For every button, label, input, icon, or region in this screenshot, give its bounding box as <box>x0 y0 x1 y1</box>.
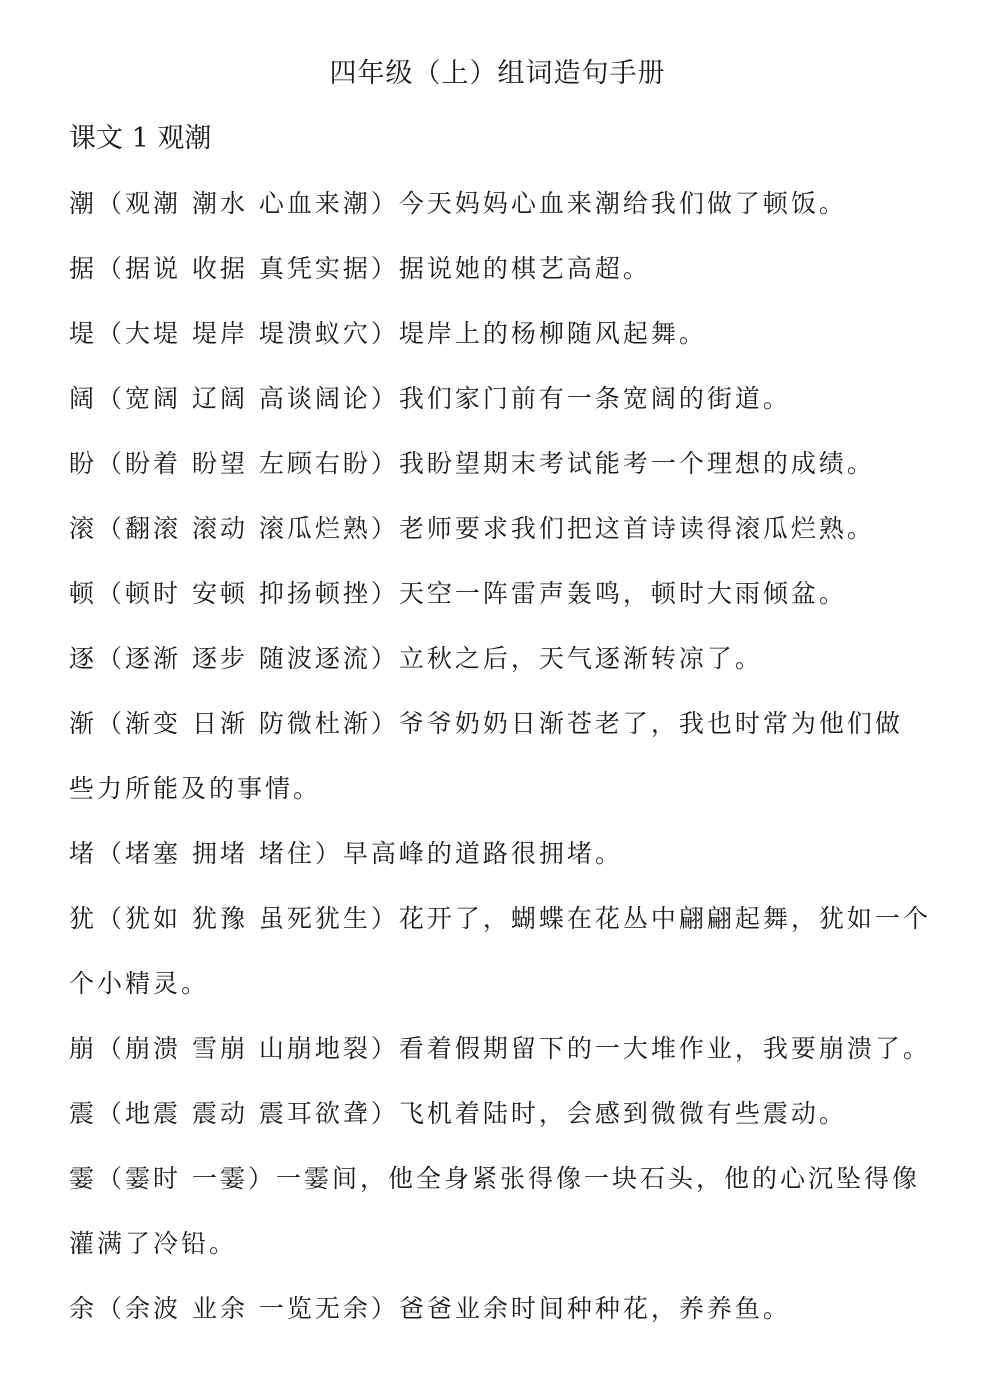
entry-line-continued: 灌满了冷铅。 <box>69 1229 238 1258</box>
entry-line: 余（余波 业余 一览无余）爸爸业余时间种种花，养养鱼。 <box>69 1294 791 1323</box>
entry-line: 堤（大堤 堤岸 堤溃蚁穴）堤岸上的杨柳随风起舞。 <box>69 319 707 348</box>
entry-line: 犹（犹如 犹豫 虽死犹生）花开了，蝴蝶在花丛中翩翩起舞，犹如一个 <box>69 904 931 933</box>
entry-line: 潮（观潮 潮水 心血来潮）今天妈妈心血来潮给我们做了顿饭。 <box>69 189 847 218</box>
entry-line: 滚（翻滚 滚动 滚瓜烂熟）老师要求我们把这首诗读得滚瓜烂熟。 <box>69 514 875 543</box>
entry-line-continued: 些力所能及的事情。 <box>69 774 322 803</box>
document-title: 四年级（上）组词造句手册 <box>329 58 666 89</box>
entry-line: 盼（盼着 盼望 左顾右盼）我盼望期末考试能考一个理想的成绩。 <box>69 449 875 478</box>
entry-line: 逐（逐渐 逐步 随波逐流）立秋之后，天气逐渐转凉了。 <box>69 644 763 673</box>
entry-line: 震（地震 震动 震耳欲聋）飞机着陆时，会感到微微有些震动。 <box>69 1099 847 1128</box>
lesson-heading: 课文 1 观潮 <box>69 123 212 154</box>
entry-line: 崩（崩溃 雪崩 山崩地裂）看着假期留下的一大堆作业，我要崩溃了。 <box>69 1034 931 1063</box>
entry-line: 渐（渐变 日渐 防微杜渐）爷爷奶奶日渐苍老了，我也时常为他们做 <box>69 709 903 738</box>
entry-line: 据（据说 收据 真凭实据）据说她的棋艺高超。 <box>69 254 651 283</box>
entry-line: 阔（宽阔 辽阔 高谈阔论）我们家门前有一条宽阔的街道。 <box>69 384 791 413</box>
entry-line: 堵（堵塞 拥堵 堵住）早高峰的道路很拥堵。 <box>69 839 623 868</box>
entry-line: 顿（顿时 安顿 抑扬顿挫）天空一阵雷声轰鸣，顿时大雨倾盆。 <box>69 579 847 608</box>
entry-line-continued: 个小精灵。 <box>69 969 210 998</box>
entry-line: 霎（霎时 一霎）一霎间，他全身紧张得像一块石头，他的心沉坠得像 <box>69 1164 920 1193</box>
